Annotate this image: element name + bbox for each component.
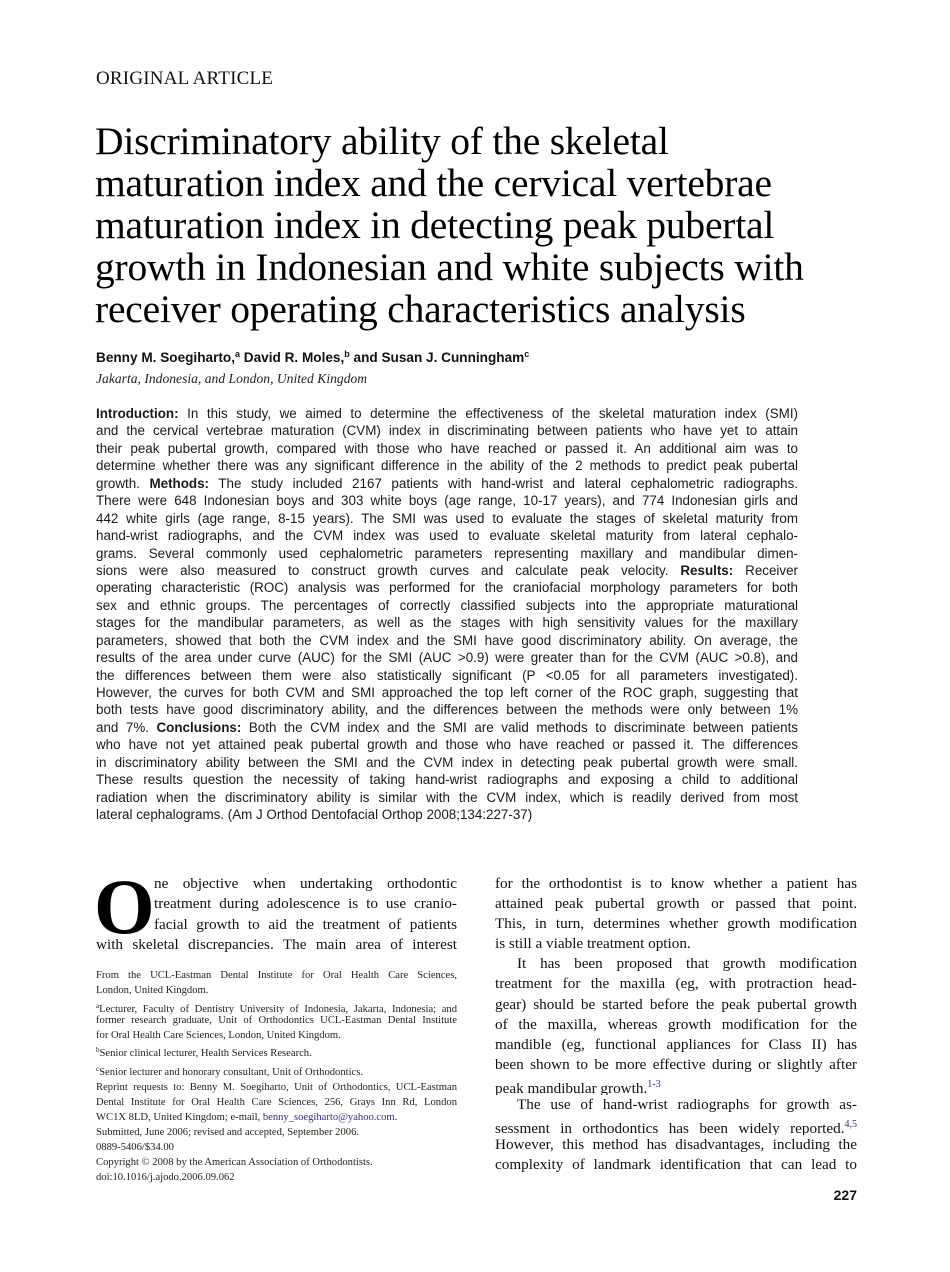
footnote-text: Senior lecturer and honorary consultant, Unit of Orthodontics.: [99, 1067, 364, 1079]
footnote-mark: a: [96, 1001, 100, 1010]
body-line: attained peak pubertal growth or passed that point.: [495, 895, 857, 913]
abstract-line: growth. Methods: The study included 2167 patients with hand-wrist and lateral cephalometric radiographs.: [96, 475, 798, 491]
title-line: maturation index in detecting peak pubertal: [95, 203, 775, 247]
abstract-line: parameters, showed that both the CVM index and the SMI have good discriminatory ability. On average, the: [96, 632, 798, 648]
abstract-line: hand-wrist radiographs, and the CVM index was used to evaluate skeletal maturity from lateral cephalo-: [96, 528, 798, 544]
abstract-line: There were 648 Indonesian boys and 303 white boys (age range, 10-17 years), and 774 Indonesian girls and: [96, 493, 798, 509]
body-line: mandible (eg, functional appliances for Class II) has: [495, 1035, 857, 1053]
doi-line: doi:10.1016/j.ajodo.2006.09.062: [96, 1171, 235, 1183]
footnote-line: Submitted, June 2006; revised and accepted, September 2006.: [96, 1126, 360, 1138]
abstract-line: sex and ethnic groups. The percentages of correctly classified subjects into the appropriate maturational: [96, 597, 798, 613]
body-line: This, in turn, determines whether growth modification: [495, 915, 857, 933]
abstract-line: However, the curves for both CVM and SMI approached the top left corner of the ROC graph, suggesting that: [96, 685, 798, 700]
body-line: complexity of landmark identification that can lead to: [495, 1156, 857, 1174]
abstract-section-label: Methods:: [149, 475, 210, 491]
footnote-line: 0889-5406/$34.00: [96, 1141, 174, 1153]
abstract-line: lateral cephalograms. (Am J Orthod Dentofacial Orthop 2008;134:227-37): [96, 807, 533, 823]
body-line: treatment for the maxilla (eg, with protraction head-: [495, 975, 857, 993]
body-text: peak mandibular growth.: [495, 1079, 648, 1096]
footnote-text: Senior clinical lecturer, Health Services Research.: [99, 1048, 312, 1060]
footnote-line: [96, 999, 457, 1014]
reference-link[interactable]: 4,5: [844, 1119, 857, 1131]
body-column-right: [495, 874, 857, 1175]
body-line: been shown to be more effective during or slightly after: [495, 1055, 857, 1073]
abstract-line: and the cervical vertebrae maturation (CVM) index in discriminating between patients who have yet to attain: [96, 423, 798, 439]
footnote-mark: c: [96, 1065, 100, 1074]
body-line: [495, 1075, 857, 1095]
abstract-section-label: Conclusions:: [156, 719, 242, 735]
abstract-line: results of the area under curve (AUC) for the SMI (AUC >0.9) were greater than for the CVM (AUC >0.8), and: [96, 650, 798, 666]
footnote-line: [96, 1062, 457, 1081]
body-line: of the maxilla, whereas growth modification for the: [495, 1015, 857, 1033]
abstract-line: and 7%. Conclusions: Both the CVM index and the SMI are valid methods to discriminate between patients: [96, 719, 798, 735]
footnote-line: for Oral Health Care Sciences, London, United Kingdom.: [96, 1029, 341, 1041]
body-text: sessment in orthodontics has been widely reported.: [495, 1120, 845, 1136]
footnote-text: WC1X 8LD, United Kingdom; e-mail,: [96, 1112, 263, 1124]
body-column-left: [94, 863, 457, 955]
body-line: is still a viable treatment option.: [495, 935, 691, 953]
email-link[interactable]: benny_soegiharto@yahoo.com: [262, 1112, 395, 1124]
title-line: maturation index and the cervical vertebrae: [95, 161, 772, 205]
abstract-line: radiation when the discriminatory ability is similar with the CVM index, which is readily derived from most: [96, 789, 798, 805]
abstract-line: These results question the necessity of taking hand-wrist radiographs and exposing a child to additional: [96, 772, 798, 788]
intro-paragraph: [94, 863, 457, 955]
abstract-line: grams. Several commonly used cephalometric parameters representing maxillary and mandibular dimen-: [96, 545, 798, 561]
body-line: treatment during adolescence is to use cranio-: [154, 895, 457, 913]
body-line: However, this method has disadvantages, including the: [495, 1136, 857, 1154]
abstract-line: stages for the mandibular parameters, as well as the stages with high sensitivity values for the maxillary: [96, 615, 798, 631]
body-line: [495, 1115, 857, 1135]
body-line: It has been proposed that growth modification: [517, 955, 857, 973]
affiliation-mark: a: [234, 349, 240, 359]
footnote-line: London, United Kingdom.: [96, 984, 209, 996]
author-location: Jakarta, Indonesia, and London, United Kingdom: [96, 371, 368, 386]
abstract-line: sions were also measured to construct growth curves and calculate peak velocity. Results: Receiver: [96, 562, 798, 578]
footnote-line: From the UCL-Eastman Dental Institute for Oral Health Care Sciences,: [96, 970, 457, 981]
body-line: for the orthodontist is to know whether a patient has: [495, 875, 857, 892]
abstract-line: both tests have good discriminatory ability, and the differences between the methods were only between 1%: [96, 702, 798, 718]
author-name: and Susan J. Cunningham: [353, 350, 525, 365]
abstract-section-label: Introduction:: [96, 406, 179, 421]
abstract-line: determine whether there was any significant difference in the ability of the 2 methods to predict peak pubertal: [96, 458, 798, 474]
body-line: gear) should be started before the peak pubertal growth: [495, 995, 857, 1013]
footnote-text: Lecturer, Faculty of Dentistry University of Indonesia, Jakarta, Indonesia; and: [99, 1003, 457, 1014]
title-line: Discriminatory ability of the skeletal: [95, 119, 669, 163]
affiliation-mark: b: [344, 349, 350, 359]
footnote-line: Dental Institute for Oral Health Care Sciences, 256, Grays Inn Rd, London: [96, 1097, 457, 1109]
author-name: David R. Moles,: [243, 350, 345, 365]
body-line: with skeletal discrepancies. The main area of interest: [96, 935, 457, 953]
title-line: growth in Indonesian and white subjects with: [95, 245, 804, 289]
footnote-text: .: [394, 1112, 398, 1124]
article-title: [95, 120, 855, 330]
footnote-line: former research graduate, Unit of Orthodontics UCL-Eastman Dental Institute: [96, 1014, 457, 1026]
footnote-line: Reprint requests to: Benny M. Soegiharto, Unit of Orthodontics, UCL-Eastman: [96, 1082, 457, 1094]
body-line: ne objective when undertaking orthodontic: [154, 875, 457, 892]
abstract-line: their peak pubertal growth, compared with those who have reached or passed it. An additional aim was to: [96, 440, 798, 456]
section-label: ORIGINAL ARTICLE: [96, 68, 274, 89]
abstract-line: in discriminatory ability between the SMI and the CVM index in detecting peak pubertal growth were small.: [96, 754, 798, 770]
footnote-line: Copyright © 2008 by the American Association of Orthodontists.: [96, 1156, 373, 1168]
drop-cap: O: [94, 863, 155, 950]
page-number: 227: [833, 1187, 857, 1203]
abstract-line: Introduction: In this study, we aimed to determine the effectiveness of the skeletal maturation index (SMI): [96, 406, 798, 421]
abstract-line: 442 white girls (age range, 8-15 years). The SMI was used to evaluate the stages of skeletal maturity from: [96, 510, 798, 526]
author-list: [96, 349, 529, 365]
title-line: receiver operating characteristics analysis: [95, 287, 746, 331]
abstract-section-label: Results:: [680, 562, 734, 578]
footnote-line: [96, 1043, 457, 1062]
footnote-line: [96, 1111, 457, 1126]
body-line: facial growth to aid the treatment of patients: [154, 915, 457, 933]
reference-link[interactable]: 1-3: [647, 1078, 661, 1090]
abstract: [96, 405, 798, 824]
author-name: Benny M. Soegiharto,: [96, 350, 235, 365]
abstract-line: the differences between them were also statistically significant (P <0.05 for all parameters investigated).: [96, 667, 798, 683]
footnotes: [96, 969, 457, 1186]
body-line: The use of hand-wrist radiographs for growth as-: [517, 1096, 857, 1114]
abstract-line: who have not yet attained peak pubertal growth and those who have reached or passed it. The differences: [96, 737, 798, 753]
affiliation-mark: c: [524, 349, 530, 359]
abstract-line: operating characteristic (ROC) analysis was performed for the craniofacial morphology parameters for both: [96, 580, 798, 596]
footnote-mark: b: [96, 1046, 100, 1055]
